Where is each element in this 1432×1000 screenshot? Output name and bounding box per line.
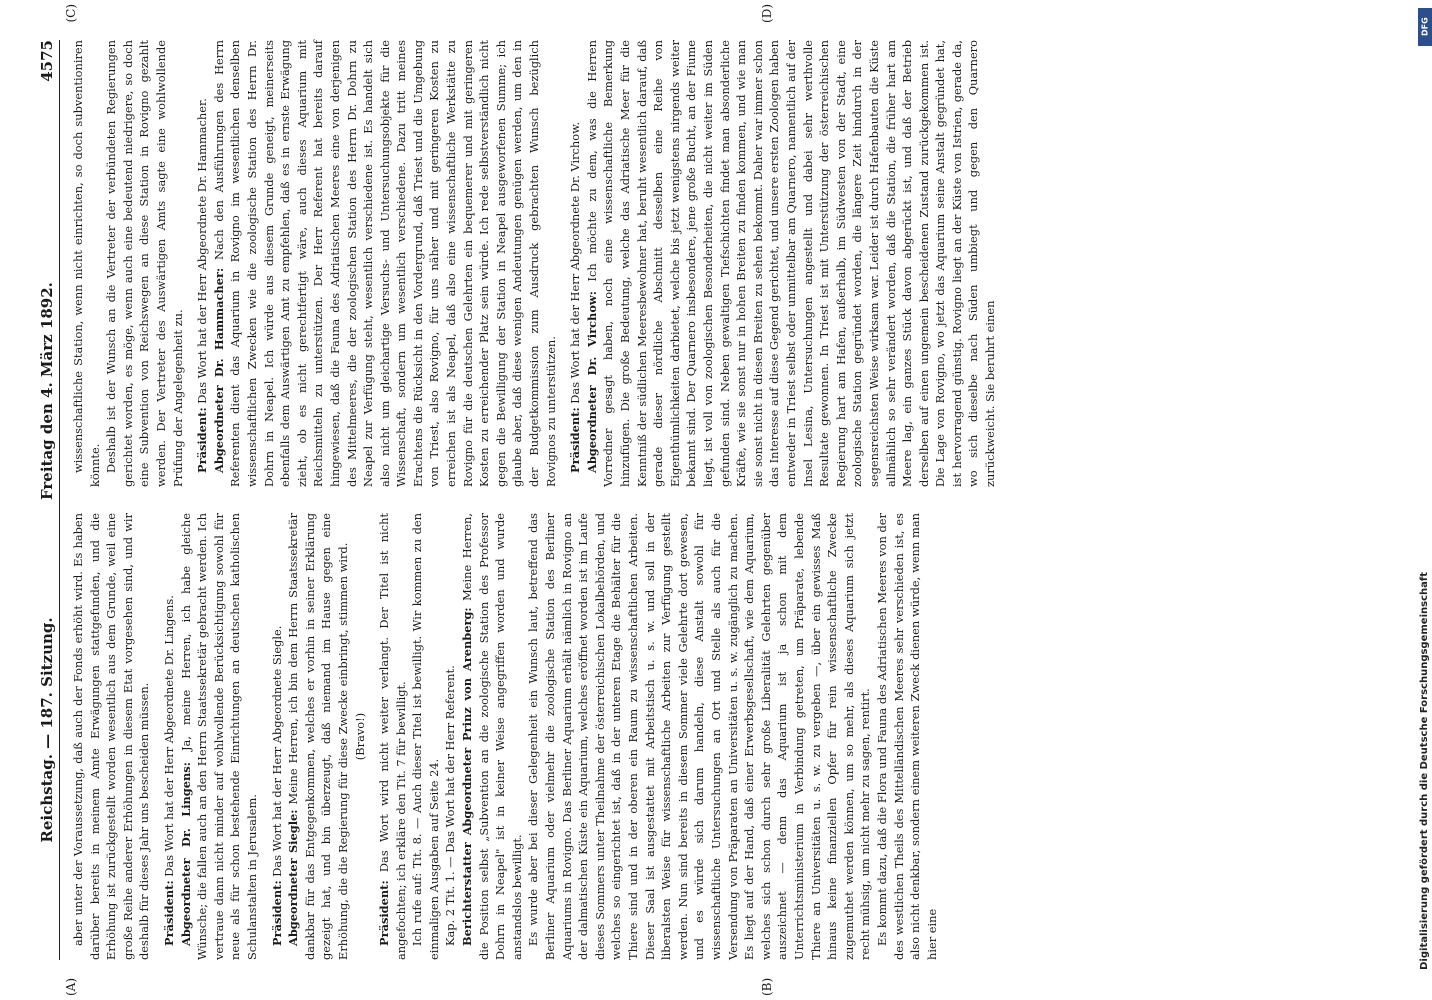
- speaker-name: Abgeordneter Dr. Hammacher:: [211, 267, 226, 473]
- speaker-name: Abgeordneter Dr. Lingens:: [178, 762, 193, 946]
- marker-b: (B): [760, 977, 774, 996]
- paragraph: Ich rufe auf: Tit. 8. — Auch dieser Titel ist bewilligt. Wir kommen zu den einmaligen Ausgaben auf Seite 24.: [410, 513, 441, 960]
- paragraph: Abgeordneter Dr. Hammacher: Nach den Ausführungen des Herrn Referenten dient das Aquarium in Rovigno im wesentlichen denselben wissenschaftlichen Zwecken wie die zoologische Station des Herrn Dr. Dohrn in Neapel. Ich würde aus diesem Grunde geneigt, meinerseits ebenfalls dem Auswärtigen Amt zu empfehlen, daß es in ernste Erwägung zieht, ob es nicht gerechtfertigt wäre, auch dieses Aquarium mit Reichsmitteln zu unterstützen. Der Herr Referent hat bereits darauf hingewiesen, daß die Fauna des Adriatischen Meeres eine von derjenigen des Mittelmeeres, die der zoologischen Station des Herrn Dr. Dohrn zu Neapel zur Verfügung steht, wesentlich verschiedene ist. Es handelt sich also nicht um gleichartige Versuchs- und Untersuchungsobjekte für die Wissenschaft, sondern um wesentlich verschiedene. Dazu tritt meines Erachtens die Rücksicht in den Vordergrund, daß Triest und die Umgebung von Triest, also Rovigno, für uns näher und mit geringeren Kosten zu erreichen ist als Neapel, daß also eine wissenschaftliche Werkstätte zu Rovigno für die deutschen Gelehrten ein bequemerer und mit geringeren Kosten zu erreichender Platz sein würde. Ich rede selbstverständlich nicht gegen die Bewilligung der Station in Neapel ausgeworfenen Summe; ich glaube aber, daß diese wenigen Andeutungen genügen werden, um den in der Budgetkommission zum Ausdruck gebrachten Wunsch bezüglich Rovignos zu unterstützen.: [211, 40, 558, 487]
- speaker-name: Präsident:: [269, 880, 284, 946]
- left-column: [70, 513, 999, 960]
- marker-c: (C): [64, 4, 78, 23]
- text-columns: [70, 40, 999, 960]
- dfg-logo: DFG: [1418, 8, 1432, 46]
- paragraph: Abgeordneter Siegle: Meine Herren, ich bin dem Herrn Staatssekretär dankbar für das Entgegenkommen, welches er vorhin in seiner Erklärung gezeigt hat, und bin überzeugt, daß niemand im Hause gegen eine Erhöhung, die die Regierung für diese Zwecke einbringt, stimmen wird.: [286, 512, 350, 960]
- paragraph: Berichterstatter Abgeordneter Prinz von Arenberg: Meine Herren, die Position selbst „Subvention an die zoologische Station des Professor Dohrn in Neapel" ist in keiner Weise angegriffen worden und wurde anstandslos bewilligt.: [460, 513, 524, 960]
- paragraph: aber unter der Voraussetzung, daß auch der Fonds erhöht wird. Es haben darüber bereits in meinem Amte Erwägungen stattgefunden, und die Erhöhung ist zurückgestellt worden wesentlich aus dem Grunde, weil eine große Reihe anderer Erhöhungen in diesem Etat vorgesehen sind, und wir deshalb für dieses Jahr uns bescheiden müssen.: [71, 513, 152, 960]
- speaker-name: Abgeordneter Siegle:: [286, 809, 301, 946]
- header-session: Reichstag. — 187. Sitzung.: [38, 617, 56, 843]
- paragraph: wissenschaftliche Station, wenn nicht einrichten, so doch subventioniren könnte.: [71, 40, 102, 487]
- paragraph: Kap. 2 Tit. 1. — Das Wort hat der Herr Referent.: [443, 665, 458, 946]
- paragraph: Präsident: Das Wort hat der Herr Abgeordnete Dr. Virchow.: [568, 121, 583, 473]
- speaker-name: Abgeordneter Dr. Virchow:: [584, 291, 599, 473]
- paragraph: Präsident: Das Wort hat der Herr Abgeordnete Siegle.: [269, 625, 284, 946]
- paragraph: Präsident: Das Wort wird nicht weiter verlangt. Der Titel ist nicht angefochten; ich erkläre den Tit. 7 für bewilligt.: [377, 513, 408, 960]
- speaker-name: Präsident:: [161, 880, 176, 946]
- page-number: 4575: [38, 40, 56, 82]
- paragraph: Deshalb ist der Wunsch an die Vertreter der verbündeten Regierungen gerichtet worden, es möge, wenn auch eine bedeutend niedrigere, so doch eine Subvention von Reichswegen an diese Station in Rovigno gezahlt werden. Der Vertreter des Auswärtigen Amts sagte eine wohlwollende Prüfung der Angelegenheit zu.: [104, 40, 185, 487]
- header-date: Freitag den 4. März 1892.: [38, 282, 56, 500]
- paragraph: (Bravo!): [352, 712, 367, 761]
- speaker-name: Berichterstatter Abgeordneter Prinz von Arenberg:: [460, 607, 475, 946]
- paragraph: Es wurde aber bei dieser Gelegenheit ein Wunsch laut, betreffend das Berliner Aquarium oder vielmehr die zoologische Station des Berliner Aquariums in Rovigno. Das Berliner Aquarium erhält nämlich in Rovigno an der dalmatischen Küste ein Aquarium, welches eröffnet worden ist im Laufe dieses Sommers unter Theilnahme der österreichischen Lokalbehörden, und welches so eingerichtet ist, daß in der unteren Etage die Behälter für die Thiere sind und in der oberen ein Raum zu wissenschaftlichen Arbeiten. Dieser Saal ist ausgestattet mit Arbeitstisch u. s. w. und soll in der liberalsten Weise für wissenschaftliche Arbeiten zur Verfügung gestellt werden. Nun sind bereits in diesem Sommer viele Gelehrte dort gewesen, und es würde sich darum handeln, diese Anstalt sowohl für wissenschaftliche Untersuchungen an Ort und Stelle als auch für die Versendung von Präparaten an Universitäten u. s. w. zugänglich zu machen. Es liegt auf der Hand, daß einer Erwerbsgesellschaft, wie dem Aquarium, welches sich schon durch sehr große Liberalität Gelehrten gegenüber auszeichnet — denn das Aquarium ist ja schon mit dem Unterrichtsministerium in Verbindung getreten, um Präparate, lebende Thiere an Universitäten u. s. w. zu vergeben —, über ein gewisses Maß hinaus keine finanziellen Opfer für rein wissenschaftliche Zwecke zugemuthet werden können, um so mehr, als dieses Aquarium sich jetzt recht mühsig, um nicht mehr zu sagen, rentirt.: [526, 513, 873, 960]
- marker-a: (A): [64, 977, 78, 996]
- page-header: [38, 40, 60, 960]
- marker-d: (D): [760, 4, 774, 23]
- paragraph: Es kommt dazu, daß die Flora und Fauna des Adriatischen Meeres von der des westlichen Theils des Mittelländischen Meeres sehr verschieden ist, es also nicht denkbar, sondern einem weiteren Zweck dienen würde, wenn man hier eine: [874, 513, 939, 960]
- header-right: [38, 40, 56, 500]
- paragraph: Abgeordneter Dr. Virchow: Ich möchte zu dem, was die Herren Vorredner gesagt haben, noch eine wissenschaftliche Bemerkung hinzufügen. Die große Bedeutung, welche das Adriatische Meer für die Kenntniß der südlichen Meeresbewohner hat, beruht wesentlich darauf, daß gerade dieser nördliche Abschnitt desselben eine Reihe von Eigenthümlichkeiten darbietet, welche bis jetzt wenigstens nirgends weiter bekannt sind. Der Quarnero insbesondere, jene große Bucht, an der Fiume liegt, ist voll von zoologischen Besonderheiten, die nicht weiter im Süden gefunden sind. Neben gewaltigen Tiefschichten findet man absonderliche Kräfte, wie sie sonst nur in hohen Breiten zu finden kommen, und wie man sie sonst nicht in diesen Breiten zu sehen bekommt. Daher war immer schon das Interesse auf diese Gegend gerichtet, und unsere ersten Zoologen haben entweder in Triest selbst oder unmittelbar am Quarnero, namentlich auf der Insel Lesina, Untersuchungen angestellt und dabei sehr werthvolle Resultate gewonnen. In Triest ist mit Unterstützung der österreichischen Regierung hart am Hafen, außerhalb, im Südwesten von der Stadt, eine zoologische Station gegründet worden, die längere Zeit hindurch in der segensreichsten Weise wirksam war. Leider ist durch Hafenbauten die Küste allmählich so sehr verändert worden, daß die Station, die früher hart am Meere lag, ein ganzes Stück davon abgerückt ist, und daß der Betrieb derselben auf einen ungemein bescheidenen Zustand zurückgekommen ist. Die Lage von Rovigno, wo jetzt das Aquarium seine Anstalt gegründet hat, ist hervorragend günstig. Rovigno liegt an der Küste von Istrien, gerade da, wo sich dieselbe nach Süden umbiegt und gegen den Quarnero zurückweicht. Sie beruhrt einen: [584, 40, 998, 487]
- speaker-name: Präsident:: [568, 407, 583, 473]
- paragraph: Präsident: Das Wort hat der Herr Abgeordnete Dr. Hammacher.: [195, 98, 210, 473]
- speaker-name: Präsident:: [377, 880, 392, 946]
- digitization-credit: Digitalisierung gefördert durch die Deutsche Forschungsgemeinschaft: [1419, 572, 1430, 970]
- paragraph: Präsident: Das Wort hat der Herr Abgeordnete Dr. Lingens.: [161, 595, 176, 946]
- paragraph: Abgeordneter Dr. Lingens: Ja, meine Herren, ich habe gleiche Wünsche; die fallen auch an den Herrn Staatssekretär gebracht werden. Ich vertraue dann nicht minder auf wohlwollende Berücksichtigung sowohl für neue als für schon bestehende Einrichtungen an deutschen katholischen Schulanstalten in Jerusalem.: [178, 513, 259, 960]
- speaker-name: Präsident:: [195, 407, 210, 473]
- right-column: [70, 40, 999, 487]
